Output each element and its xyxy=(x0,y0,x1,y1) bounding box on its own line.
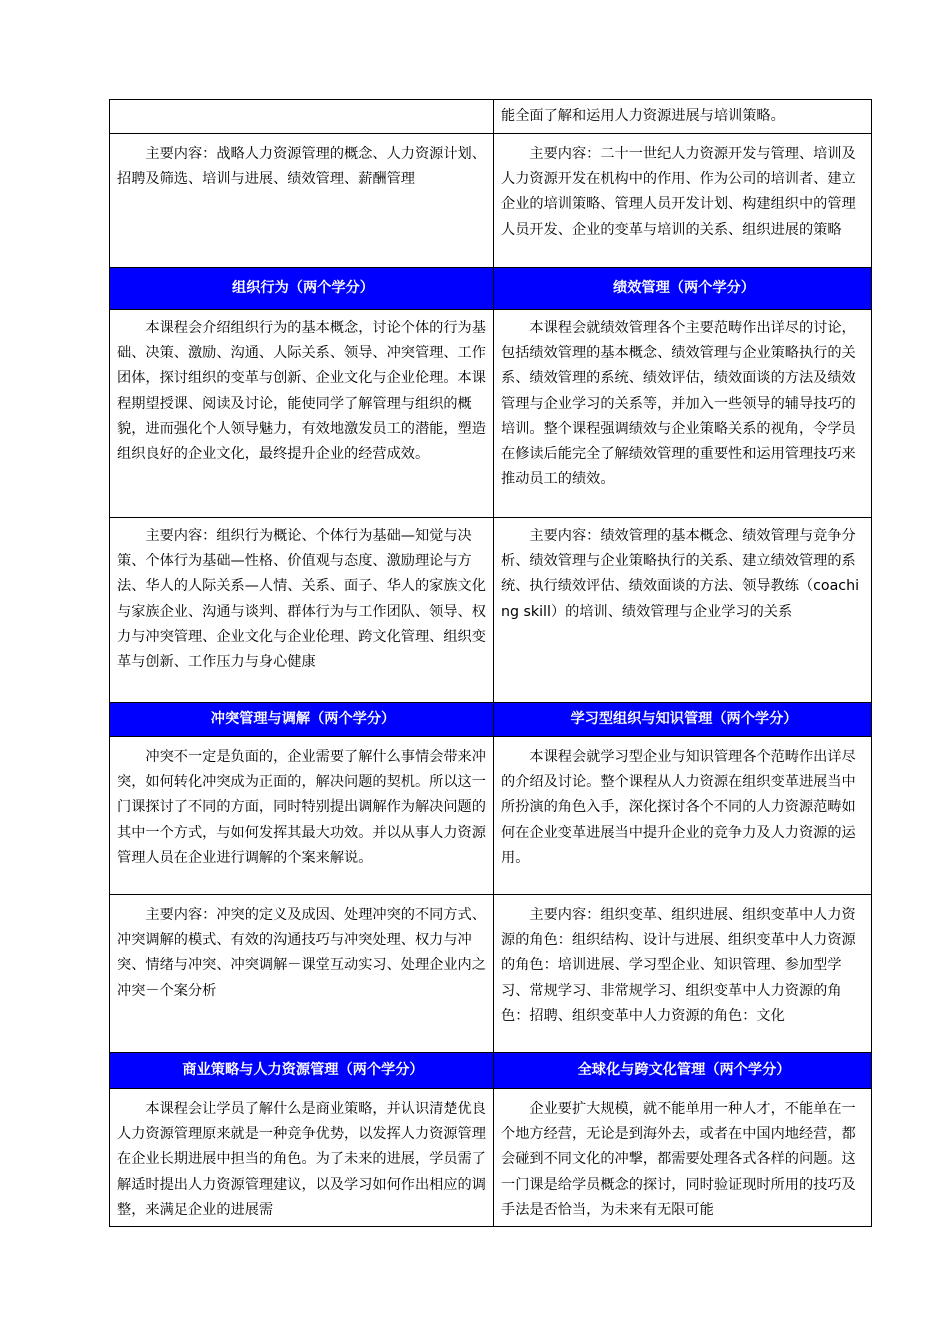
course-title-right: 全球化与跨文化管理（两个学分） xyxy=(494,1053,872,1089)
course-title-left: 商业策略与人力资源管理（两个学分） xyxy=(110,1053,494,1089)
section-header-row xyxy=(110,268,872,310)
course-description-left: 冲突不一定是负面的，企业需要了解什么事情会带来冲突，如何转化冲突成为正面的，解决问题的契机。所以这一门课探讨了不同的方面，同时特别提出调解作为解决问题的其中一个方式，与如何发挥其最大功效。并以从事人力资源管理人员在企业进行调解的个案来解说。 xyxy=(110,737,494,895)
course-title-right: 学习型组织与知识管理（两个学分） xyxy=(494,703,872,737)
table-row xyxy=(110,1089,872,1227)
course-description-left: 本课程会介绍组织行为的基本概念，讨论个体的行为基础、决策、激励、沟通、人际关系、领导、冲突管理、工作团体，探讨组织的变革与创新、企业文化与企业伦理。本课程期望授课、阅读及讨论，能使同学了解管理与组织的概貌，进而强化个人领导魅力，有效地激发员工的潜能，塑造组织良好的企业文化，最终提升企业的经营成效。 xyxy=(110,310,494,518)
course-contents-left: 主要内容：冲突的定义及成因、处理冲突的不同方式、冲突调解的模式、有效的沟通技巧与冲突处理、权力与冲突、情绪与冲突、冲突调解－课堂互动实习、处理企业内之冲突－个案分析 xyxy=(110,895,494,1053)
table-cell-left xyxy=(110,100,494,134)
section-header-row xyxy=(110,1053,872,1089)
table-row xyxy=(110,737,872,895)
table-row xyxy=(110,134,872,268)
course-contents-left: 主要内容：组织行为概论、个体行为基础—知觉与决策、个体行为基础—性格、价值观与态度、激励理论与方法、华人的人际关系—人情、关系、面子、华人的家族文化与家族企业、沟通与谈判、群体行为与工作团队、领导、权力与冲突管理、企业文化与企业伦理、跨文化管理、组织变革与创新、工作压力与身心健康 xyxy=(110,518,494,703)
course-title-left: 组织行为（两个学分） xyxy=(110,268,494,310)
course-description-right: 本课程会就绩效管理各个主要范畴作出详尽的讨论，包括绩效管理的基本概念、绩效管理与企业策略执行的关系、绩效管理的系统、绩效评估，绩效面谈的方法及绩效管理与企业学习的关系等，并加入一些领导的辅导技巧的培训。整个课程强调绩效与企业策略关系的视角，令学员在修读后能完全了解绩效管理的重要性和运用管理技巧来推动员工的绩效。 xyxy=(494,310,872,518)
table-row xyxy=(110,310,872,518)
course-title-right: 绩效管理（两个学分） xyxy=(494,268,872,310)
course-title-left: 冲突管理与调解（两个学分） xyxy=(110,703,494,737)
course-description-right: 企业要扩大规模，就不能单用一种人才，不能单在一个地方经营，无论是到海外去，或者在中国内地经营，都会碰到不同文化的冲撃，都需要处理各式各样的问题。这一门课是给学员概念的探讨，同时验证现时所用的技巧及手法是否恰当，为未来有无限可能 xyxy=(494,1089,872,1227)
course-contents-right: 主要内容：组织变革、组织进展、组织变革中人力资源的角色：组织结构、设计与进展、组织变革中人力资源的角色：培训进展、学习型企业、知识管理、参加型学习、常规学习、非常规学习、组织变革中人力资源的角色：招聘、组织变革中人力资源的角色：文化 xyxy=(494,895,872,1053)
course-table xyxy=(109,99,872,1227)
table-cell-right: 主要内容：二十一世纪人力资源开发与管理、培训及人力资源开发在机构中的作用、作为公司的培训者、建立企业的培训策略、管理人员开发计划、构建组织中的管理人员开发、企业的变革与培训的关系、组织进展的策略 xyxy=(494,134,872,268)
table-cell-left: 主要内容：战略人力资源管理的概念、人力资源计划、招聘及筛选、培训与进展、绩效管理、薪酬管理 xyxy=(110,134,494,268)
table-row xyxy=(110,100,872,134)
course-contents-right: 主要内容：绩效管理的基本概念、绩效管理与竞争分析、绩效管理与企业策略执行的关系、建立绩效管理的系统、执行绩效评估、绩效面谈的方法、领导教练（coaching skill）的培训、绩效管理与企业学习的关系 xyxy=(494,518,872,703)
section-header-row xyxy=(110,703,872,737)
course-description-left: 本课程会让学员了解什么是商业策略，并认识清楚优良人力资源管理原来就是一种竞争优势，以发挥人力资源管理在企业长期进展中担当的角色。为了未来的进展，学员需了解适时提出人力资源管理建议，以及学习如何作出相应的调整，来满足企业的进展需 xyxy=(110,1089,494,1227)
course-description-right: 本课程会就学习型企业与知识管理各个范畴作出详尽的介绍及讨论。整个课程从人力资源在组织变革进展当中所扮演的角色入手，深化探讨各个不同的人力资源范畴如何在企业变革进展当中提升企业的竞争力及人力资源的运用。 xyxy=(494,737,872,895)
table-row xyxy=(110,895,872,1053)
table-cell-right: 能全面了解和运用人力资源进展与培训策略。 xyxy=(494,100,872,134)
table-row xyxy=(110,518,872,703)
